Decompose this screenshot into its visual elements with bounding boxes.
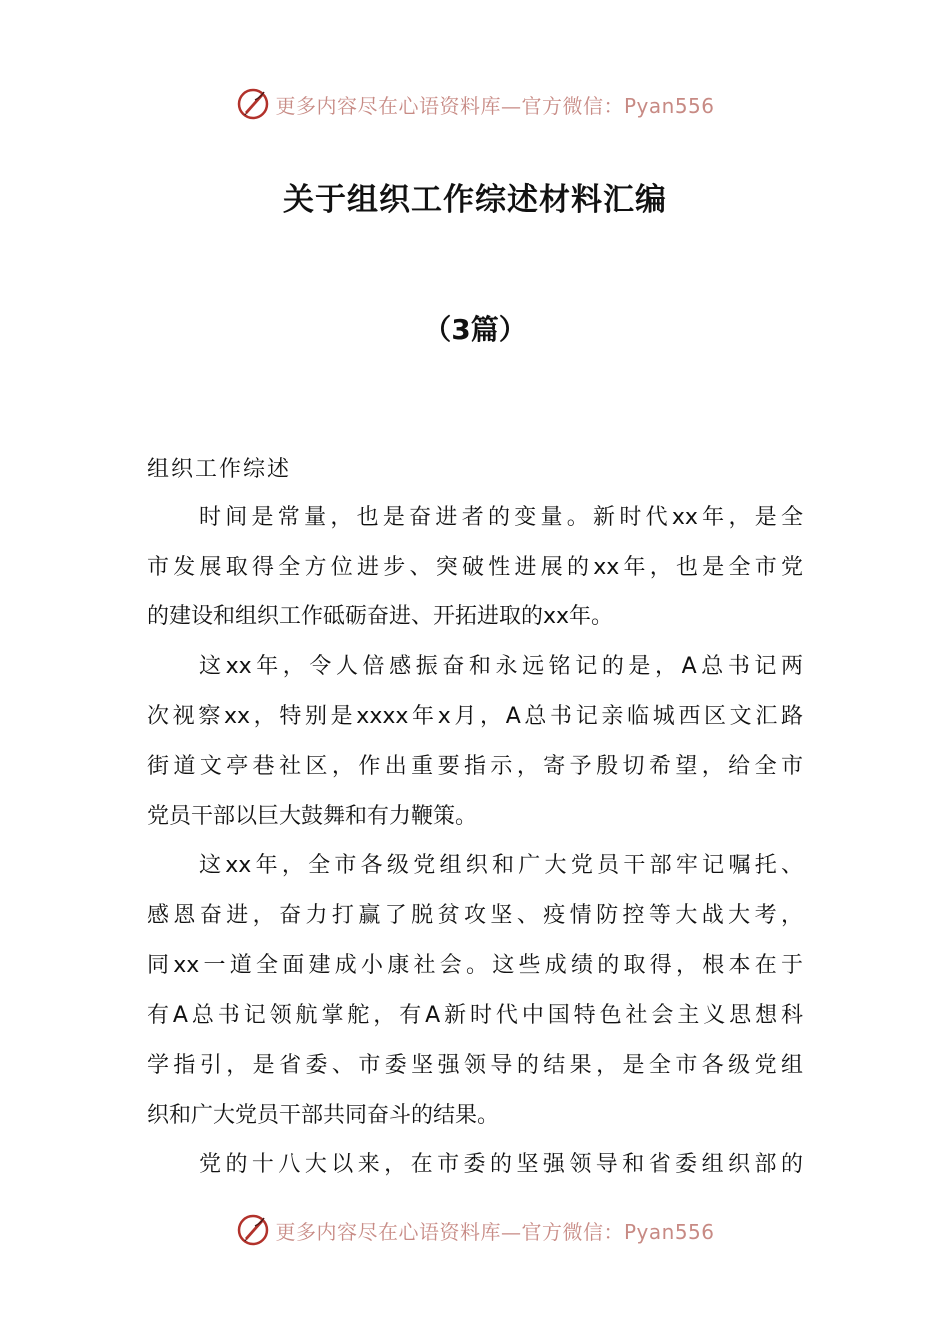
- body-line: 次视察xx，特别是xxxx年x月，A总书记亲临城西区文汇路: [147, 704, 803, 729]
- body-line: 同xx一道全面建成小康社会。这些成绩的取得，根本在于: [147, 953, 803, 978]
- body-line: 学指引，是省委、市委坚强领导的结果，是全市各级党组: [147, 1053, 803, 1078]
- watermark-text: 更多内容尽在心语资料库—官方微信：Pyan556: [275, 1219, 715, 1244]
- document-title: 关于组织工作综述材料汇编: [283, 182, 667, 218]
- body-line: 这xx年，全市各级党组织和广大党员干部牢记嘱托、: [199, 853, 803, 878]
- watermark-banner-top: [0, 84, 950, 124]
- quill-pen-logo-icon: [235, 86, 271, 122]
- body-line: 市发展取得全方位进步、突破性进展的xx年，也是全市党: [147, 555, 803, 580]
- body-line: 街道文亭巷社区，作出重要指示，寄予殷切希望，给全市: [147, 754, 803, 779]
- body-line: 织和广大党员干部共同奋斗的结果。: [147, 1103, 500, 1128]
- body-line: 的建设和组织工作砥砺奋进、开拓进取的xx年。: [147, 604, 614, 629]
- body-line: 这xx年，令人倍感振奋和永远铭记的是，A总书记两: [199, 654, 803, 679]
- body-line: 有A总书记领航掌舵，有A新时代中国特色社会主义思想科: [147, 1003, 803, 1028]
- watermark-banner-bottom: [0, 1210, 950, 1250]
- body-line: 感恩奋进，奋力打赢了脱贫攻坚、疫情防控等大战大考，: [147, 903, 803, 928]
- quill-pen-logo-icon: [235, 1212, 271, 1248]
- watermark-text: 更多内容尽在心语资料库—官方微信：Pyan556: [275, 93, 715, 118]
- section-heading: 组织工作综述: [147, 457, 292, 482]
- body-line: 党员干部以巨大鼓舞和有力鞭策。: [147, 804, 478, 829]
- document-subtitle: （3篇）: [423, 313, 527, 346]
- body-line: 时间是常量，也是奋进者的变量。新时代xx年，是全: [199, 505, 803, 530]
- body-line: 党的十八大以来，在市委的坚强领导和省委组织部的: [199, 1152, 803, 1177]
